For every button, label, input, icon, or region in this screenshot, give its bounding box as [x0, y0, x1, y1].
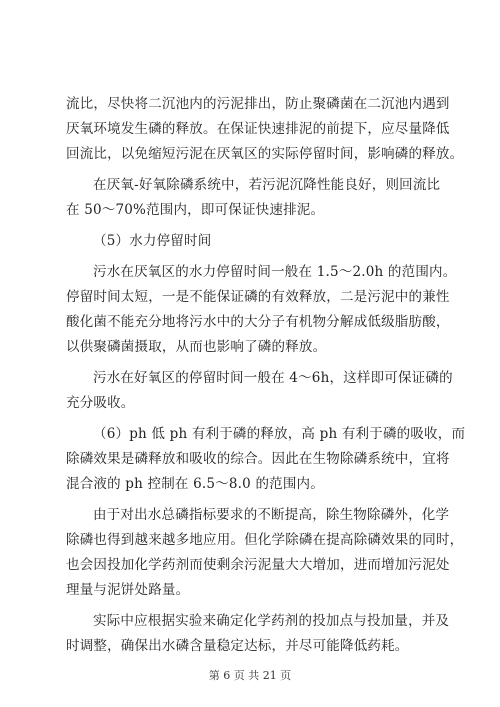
text-line: 时调整，确保出水磷含量稳定达标，并尽可能降低药耗。 — [66, 638, 409, 654]
text-line: 也会因投加化学药剂而使剩余污泥量大大增加，进而增加污泥处 — [66, 557, 450, 573]
text-line: 在厌氧-好氧除磷系统中，若污泥沉降性能良好，则回流比 — [93, 177, 441, 193]
document-body — [66, 92, 466, 659]
paragraph-5 — [66, 503, 464, 603]
paragraph-3 — [66, 260, 457, 360]
text-line: 在 50～70%范围内，即可保证快速排泥。 — [66, 202, 325, 218]
text-line: 流比，尽快将二沉池内的污泥排出，防止聚磷菌在二沉池内遇到 — [66, 96, 450, 112]
text-line: 理量与泥饼处路量。 — [66, 582, 190, 598]
paragraph-6 — [66, 609, 450, 659]
text-line: 充分吸收。 — [66, 395, 135, 411]
text-line: 除磷效果是磷释放和吸收的综合。因此在生物除磷系统中，宜将 — [66, 451, 450, 467]
section-heading-5 — [66, 229, 438, 254]
paragraph-1 — [66, 92, 464, 167]
text-line: 由于对出水总磷指标要求的不断提高，除生物除磷外，化学 — [93, 507, 450, 523]
text-line: 除磷也得到越来越多地应用。但化学除磷在提高除磷效果的同时， — [66, 532, 464, 548]
text-line: 酸化菌不能充分地将污水中的大分子有机物分解成低级脂肪酸， — [66, 314, 450, 330]
page-number-footer: 第 6 页 共 21 页 — [208, 669, 292, 682]
text-line: 厌氧环境发生磷的释放。在保证快速排泥的前提下，应尽量降低 — [66, 121, 450, 137]
paragraph-4 — [66, 366, 453, 416]
text-line: 回流比，以免缩短污泥在厌氧区的实际停留时间，影响磷的释放。 — [66, 146, 464, 162]
text-line: （6）ph 低 ph 有利于磷的释放，高 ph 有利于磷的吸收，而 — [93, 426, 466, 442]
paragraph-2 — [66, 173, 441, 223]
text-line: 停留时间太短，一是不能保证磷的有效释放，二是污泥中的兼性 — [66, 289, 450, 305]
text-line: 混合液的 ph 控制在 6.5～8.0 的范围内。 — [66, 476, 324, 492]
text-line: 污水在厌氧区的水力停留时间一般在 1.5～2.0h 的范围内。 — [93, 264, 457, 280]
text-line: 实际中应根据实验来确定化学药剂的投加点与投加量，并及 — [93, 613, 450, 629]
text-line: 以供聚磷菌摄取，从而也影响了磷的释放。 — [66, 339, 327, 355]
text-line: 污水在好氧区的停留时间一般在 4～6h，这样即可保证磷的 — [93, 370, 453, 386]
text-line: （5）水力停留时间 — [93, 233, 212, 249]
section-heading-6 — [66, 422, 466, 497]
